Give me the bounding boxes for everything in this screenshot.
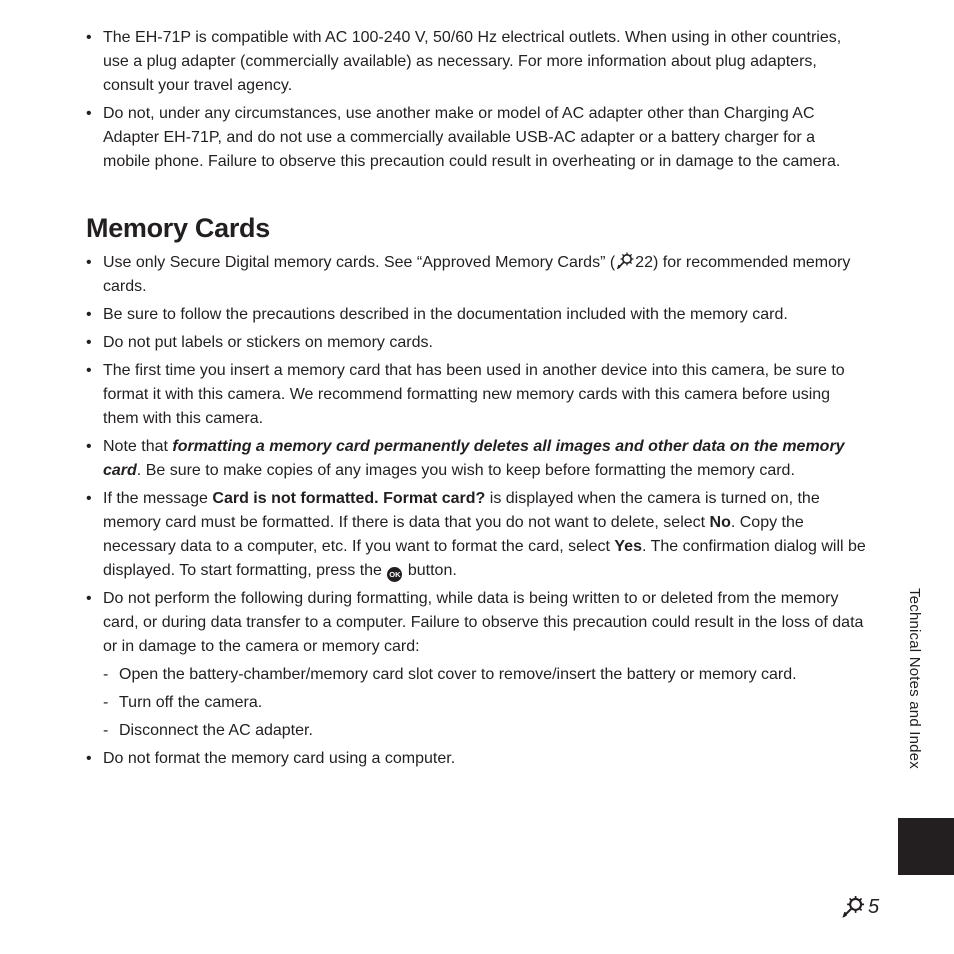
bullet-item: • Use only Secure Digital memory cards. See “Approved Memory Cards” ( 22) for recommended memory cards. [86, 251, 866, 299]
side-tab-marker [898, 818, 954, 875]
bullet-item: • Do not perform the following during formatting, while data is being written to or deleted from the memory card, or during data transfer to a computer. Failure to observe this precaution could result in the loss of data or in damage to the camera or memory card: - Open the battery-chamber/memory card slot cover to remove/insert the battery or memory card. - Turn off the camera. - Disconnect the AC adapter. [86, 587, 866, 743]
reference-page-number: 22 [635, 254, 653, 271]
bullet-item: • The EH-71P is compatible with AC 100-240 V, 50/60 Hz electrical outlets. When using in other countries, use a plug adapter (commercially available) as necessary. For more information about plug adapters, consult your travel agency. [86, 26, 866, 98]
option-no: No [709, 514, 731, 531]
warning-emphasis: formatting a memory card permanently deletes all images and other data on the memory card [103, 438, 845, 479]
sub-list [103, 663, 866, 743]
bullet-item: • Do not put labels or stickers on memory cards. [86, 331, 866, 355]
section-heading: Memory Cards [86, 213, 270, 243]
side-tab-label: Technical Notes and Index [906, 588, 923, 769]
page-number [840, 894, 879, 920]
bullet-item: • If the message Card is not formatted. Format card? is displayed when the camera is turned on, the memory card must be formatted. If there is data that you do not want to delete, select No. Copy the necessary data to a computer, etc. If you want to format the card, select Yes. The confirmation dialog will be displayed. To start formatting, press the OK button. [86, 487, 866, 583]
option-yes: Yes [614, 538, 642, 555]
ok-button-icon: OK [387, 567, 402, 582]
camera-message: Card is not formatted. Format card? [212, 490, 486, 507]
ac-adapter-bullets [86, 26, 866, 178]
bullet-item: • Note that formatting a memory card permanently deletes all images and other data on the memory card. Be sure to make copies of any images you wish to keep before formatting the memory card. [86, 435, 866, 483]
bullet-item: • Do not, under any circumstances, use another make or model of AC adapter other than Charging AC Adapter EH-71P, and do not use a commercially available USB-AC adapter or a battery charger for a mobile phone. Failure to observe this precaution could result in overheating or in damage to the camera. [86, 102, 866, 174]
sub-item: - Open the battery-chamber/memory card slot cover to remove/insert the battery or memory card. [103, 663, 866, 687]
bullet-item: • Do not format the memory card using a computer. [86, 747, 866, 771]
memory-cards-section [86, 210, 866, 775]
bullet-item: • Be sure to follow the precautions described in the documentation included with the memory card. [86, 303, 866, 327]
bullet-item: • The first time you insert a memory card that has been used in another device into this camera, be sure to format it with this camera. We recommend formatting new memory cards with this camera before using them with this camera. [86, 359, 866, 431]
memory-cards-bullets [86, 251, 866, 771]
sub-item: - Disconnect the AC adapter. [103, 719, 866, 743]
page-number-value: 5 [868, 895, 880, 918]
sub-item: - Turn off the camera. [103, 691, 866, 715]
reference-section-icon [840, 895, 866, 919]
reference-section-icon [615, 252, 635, 270]
